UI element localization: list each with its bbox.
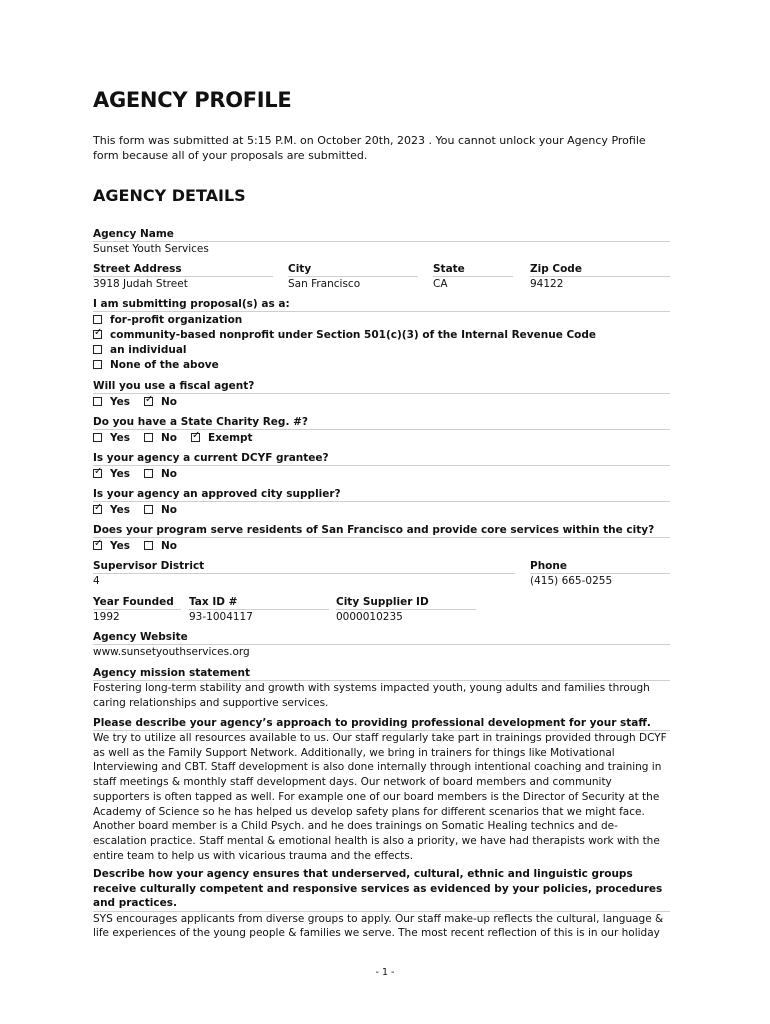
checkbox-unchecked-icon <box>144 505 153 514</box>
charity-reg-yes-checkbox[interactable]: Yes <box>93 432 130 444</box>
website-label: Agency Website <box>93 631 188 643</box>
page-number: - 1 - <box>375 967 395 978</box>
charity-reg-field <box>93 415 670 445</box>
phone-value: (415) 665-0255 <box>530 575 613 587</box>
submission-notice: This form was submitted at 5:15 P.M. on October 20th, 2023 . You cannot unlock your Agency Profile form because all of your proposals are submitted. <box>93 134 646 162</box>
checkbox-unchecked-icon <box>93 433 102 442</box>
checkbox-checked-icon <box>93 469 102 478</box>
sf-yes-checkbox[interactable]: ✓ Yes <box>93 540 130 552</box>
checkbox-unchecked-icon <box>93 315 102 324</box>
sf-no-checkbox[interactable]: No <box>144 540 177 552</box>
zip-value: 94122 <box>530 278 564 290</box>
checkbox-checked-icon <box>93 541 102 550</box>
district-label: Supervisor District <box>93 560 205 572</box>
for-profit-checkbox[interactable]: for-profit organization <box>93 314 242 326</box>
fiscal-agent-yes-checkbox[interactable]: Yes <box>93 396 130 408</box>
charity-reg-label: Do you have a State Charity Reg. #? <box>93 416 308 428</box>
dcyf-yes-checkbox[interactable]: ✓ Yes <box>93 468 130 480</box>
year-founded-label: Year Founded <box>93 596 174 608</box>
street-value: 3918 Judah Street <box>93 278 188 290</box>
state-label: State <box>433 263 465 275</box>
dcyf-grantee-field <box>93 451 670 481</box>
prof-dev-field <box>93 716 670 863</box>
sf-residents-field <box>93 523 670 553</box>
city-supplier-label: Is your agency an approved city supplier? <box>93 488 341 500</box>
fiscal-agent-no-checkbox[interactable]: ✓ No <box>144 396 177 408</box>
checkbox-unchecked-icon <box>93 397 102 406</box>
checkbox-unchecked-icon <box>93 345 102 354</box>
zip-label: Zip Code <box>530 263 582 275</box>
district-value: 4 <box>93 575 100 587</box>
submitting-as-label: I am submitting proposal(s) as a: <box>93 298 290 310</box>
supplier-no-checkbox[interactable]: No <box>144 504 177 516</box>
section-title: AGENCY DETAILS <box>93 186 246 205</box>
agency-name-value: Sunset Youth Services <box>93 243 209 255</box>
state-value: CA <box>433 278 448 290</box>
agency-name-field <box>93 227 670 257</box>
sf-residents-label: Does your program serve residents of San Francisco and provide core services within the city? <box>93 524 655 536</box>
fiscal-agent-field <box>93 379 670 409</box>
checkbox-unchecked-icon <box>144 469 153 478</box>
supplier-yes-checkbox[interactable]: ✓ Yes <box>93 504 130 516</box>
checkbox-unchecked-icon <box>144 541 153 550</box>
agency-name-label: Agency Name <box>93 228 174 240</box>
website-value: www.sunsetyouthservices.org <box>93 646 250 658</box>
street-label: Street Address <box>93 263 182 275</box>
checkbox-checked-icon <box>191 433 200 442</box>
none-checkbox[interactable]: None of the above <box>93 359 219 371</box>
fiscal-agent-label: Will you use a fiscal agent? <box>93 380 255 392</box>
nonprofit-checkbox[interactable]: ✓ community-based nonprofit under Section 501(c)(3) of the Internal Revenue Code <box>93 329 596 341</box>
city-supplier-field <box>93 487 670 517</box>
city-value: San Francisco <box>288 278 361 290</box>
website-field <box>93 630 670 660</box>
mission-field <box>93 666 670 710</box>
submitting-as-field <box>93 297 670 372</box>
checkbox-unchecked-icon <box>144 433 153 442</box>
checkbox-checked-icon <box>144 397 153 406</box>
charity-reg-exempt-checkbox[interactable]: ✓ Exempt <box>191 432 253 444</box>
year-founded-value: 1992 <box>93 611 120 623</box>
mission-value: Fostering long-term stability and growth with systems impacted youth, young adults and families through caring relationships and supportive services. <box>93 682 650 709</box>
page-title: AGENCY PROFILE <box>93 88 292 112</box>
checkbox-checked-icon <box>93 505 102 514</box>
tax-id-value: 93-1004117 <box>189 611 253 623</box>
dcyf-grantee-label: Is your agency a current DCYF grantee? <box>93 452 329 464</box>
prof-dev-value: We try to utilize all resources available to us. Our staff regularly take part in trainings provided through DCYF as well as the Family Support Network. Additionally, we bring in trainers for things like Motivational Interviewing and CBT. Staff development is also done internally through intentional coaching and training in staff meetings & monthly staff development days. Our network of board members and community supporters is often tapped as well. For example one of our board members is the Director of Security at the Academy of Science so he has helped us develop safety plans for different scenarios that we might face. Another board member is a Child Psych. and he does trainings on Somatic Healing technics and de-escalation practice. Staff mental & emotional health is also a priority, we have had therapists work with the entire team to help us with vicarious trauma and the effects. <box>93 732 667 862</box>
phone-label: Phone <box>530 560 567 572</box>
cultural-field <box>93 867 670 941</box>
prof-dev-label: Please describe your agency’s approach to providing professional development for your staff. <box>93 717 651 729</box>
cultural-label: Describe how your agency ensures that underserved, cultural, ethnic and linguistic groups receive culturally competent and responsive services as evidenced by your policies, procedures and practices. <box>93 868 663 909</box>
dcyf-no-checkbox[interactable]: No <box>144 468 177 480</box>
individual-checkbox[interactable]: an individual <box>93 344 187 356</box>
tax-id-label: Tax ID # <box>189 596 238 608</box>
mission-label: Agency mission statement <box>93 667 250 679</box>
supplier-id-label: City Supplier ID <box>336 596 429 608</box>
supplier-id-value: 0000010235 <box>336 611 403 623</box>
cultural-value: SYS encourages applicants from diverse groups to apply. Our staff make-up reflects the cultural, language & life experiences of the young people & families we serve. The most recent reflection of this is in our holiday <box>93 912 664 940</box>
charity-reg-no-checkbox[interactable]: No <box>144 432 177 444</box>
checkbox-unchecked-icon <box>93 360 102 369</box>
city-label: City <box>288 263 312 275</box>
checkbox-checked-icon <box>93 330 102 339</box>
